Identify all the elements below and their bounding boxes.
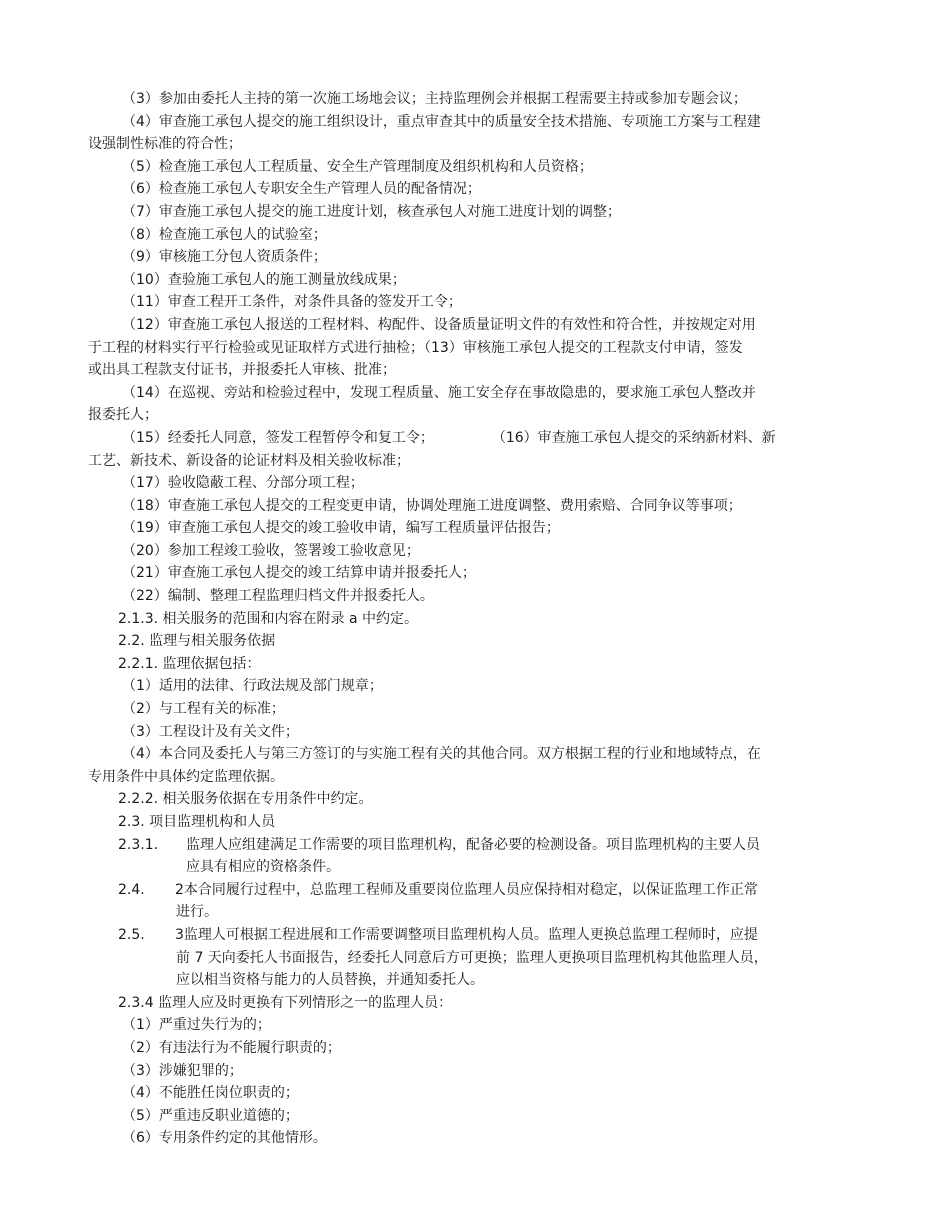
text-line: （21）审查施工承包人提交的竣工结算申请并报委托人；: [122, 565, 476, 582]
text-line: （15）经委托人同意，签发工程暂停令和复工令； （16）审查施工承包人提交的采纳新材料、新: [122, 429, 776, 446]
text-line: （11）审查工程开工条件，对条件具备的签发开工令；: [122, 294, 462, 311]
text-line: 专用条件中具体约定监理依据。: [88, 768, 284, 785]
text-line: 工艺、新技术、新设备的论证材料及相关验收标准；: [88, 452, 410, 469]
numbered-paragraph: 2.5. 3监理人可根据工程进展和工作需要调整项目监理机构人员。监理人更换总监理工程师时，应提: [118, 926, 758, 943]
text-line: （12）审查施工承包人报送的工程材料、构配件、设备质量证明文件的有效性和符合性，并按规定对用: [122, 316, 756, 333]
numbered-paragraph: 2.3.1. 监理人应组建满足工作需要的项目监理机构，配备必要的检测设备。项目监理机构的主要人员: [118, 836, 760, 853]
text-line: 进行。: [176, 904, 218, 921]
section-heading: 2.1.3. 相关服务的范围和内容在附录 a 中约定。: [118, 610, 419, 627]
text-line: （1）严重过失行为的；: [122, 1017, 271, 1034]
section-heading: 2.2.1. 监理依据包括：: [118, 655, 261, 672]
text-line: （1）适用的法律、行政法规及部门规章；: [122, 678, 383, 695]
text-line: （22）编制、整理工程监理归档文件并报委托人。: [122, 588, 434, 605]
text-line: （3）参加由委托人主持的第一次施工场地会议；主持监理例会并根据工程需要主持或参加专题会议；: [122, 91, 747, 107]
text-line: 报委托人；: [88, 407, 158, 424]
section-heading: 2.3. 项目监理机构和人员: [118, 814, 276, 830]
text-line: （10）查验施工承包人的施工测量放线成果；: [122, 271, 406, 288]
section-heading: 2.2.2. 相关服务依据在专用条件中约定。: [118, 791, 373, 808]
text-line: （9）审核施工分包人资质条件；: [122, 249, 327, 266]
text-line: 设强制性标准的符合性；: [88, 136, 242, 153]
numbered-paragraph: 2.4. 2本合同履行过程中，总监理工程师及重要岗位监理人员应保持相对稳定，以保证监理工作正常: [118, 881, 758, 898]
text-line: （2）与工程有关的标准；: [122, 701, 285, 718]
text-line: （4）审查施工承包人提交的施工组织设计，重点审查其中的质量安全技术措施、专项施工方案与工程建: [122, 113, 761, 130]
document-body: [0, 88, 950, 1150]
text-line: （6）专用条件约定的其他情形。: [122, 1130, 327, 1147]
text-line: （6）检查施工承包人专职安全生产管理人员的配备情况；: [122, 181, 481, 198]
text-line: 应具有相应的资格条件。: [186, 859, 340, 876]
text-line: （5）严重违反职业道德的；: [122, 1107, 299, 1124]
text-line: （5）检查施工承包人工程质量、安全生产管理制度及组织机构和人员资格；: [122, 158, 593, 175]
text-line: （8）检查施工承包人的试验室；: [122, 226, 327, 243]
text-line: （3）工程设计及有关文件；: [122, 723, 299, 740]
text-line: （14）在巡视、旁站和检验过程中，发现工程质量、施工安全存在事故隐患的，要求施工承包人整改并: [122, 384, 756, 401]
text-line: 于工程的材料实行平行检验或见证取样方式进行抽检；（13）审核施工承包人提交的工程款支付申请，签发: [88, 339, 743, 356]
text-line: 前 7 天向委托人书面报告，经委托人同意后方可更换；监理人更换项目监理机构其他监理人员，: [176, 949, 768, 966]
text-line: （7）审查施工承包人提交的施工进度计划，核查承包人对施工进度计划的调整；: [122, 203, 621, 220]
text-line: （20）参加工程竣工验收，签署竣工验收意见；: [122, 542, 420, 559]
text-line: （3）涉嫌犯罪的；: [122, 1062, 243, 1079]
text-line: （18）审查施工承包人提交的工程变更申请，协调处理施工进度调整、费用索赔、合同争议等事项；: [122, 497, 742, 514]
section-heading: 2.2. 监理与相关服务依据: [118, 633, 276, 650]
section-heading: 2.3.4 监理人应及时更换有下列情形之一的监理人员：: [118, 994, 453, 1011]
text-line: 应以相当资格与能力的人员替换，并通知委托人。: [176, 972, 484, 989]
text-line: 或出具工程款支付证书，并报委托人审核、批准；: [88, 362, 396, 379]
text-line: （4）不能胜任岗位职责的；: [122, 1085, 299, 1102]
text-line: （4）本合同及委托人与第三方签订的与实施工程有关的其他合同。双方根据工程的行业和地域特点，在: [122, 746, 761, 763]
text-line: （2）有违法行为不能履行职责的；: [122, 1039, 341, 1056]
text-line: （19）审查施工承包人提交的竣工验收申请，编写工程质量评估报告；: [122, 520, 560, 537]
text-line: （17）验收隐蔽工程、分部分项工程；: [122, 475, 364, 492]
